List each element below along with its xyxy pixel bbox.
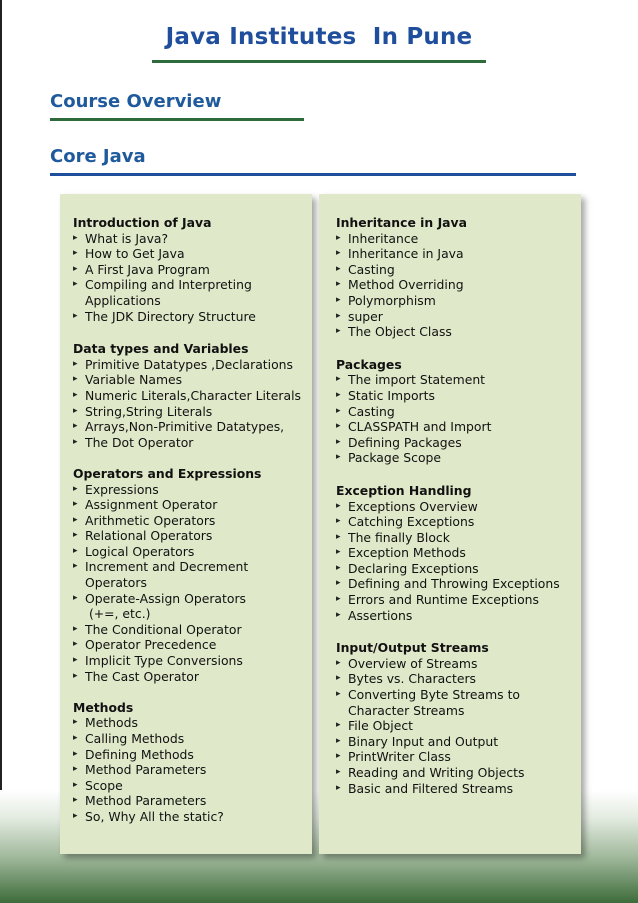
topic-group-exceptions [336,483,576,623]
topic-item: ▸ Methods [73,715,313,731]
topic-group-title: Operators and Expressions [73,465,262,481]
topic-item: ▸ Casting [336,404,576,420]
topic-item: ▸ Defining and Throwing Exceptions [336,576,576,592]
topic-group-io-streams [336,640,576,796]
topic-item: ▸ What is Java? [73,231,313,247]
course-overview-underline [50,118,304,121]
topic-item: ▸ Overview of Streams [336,656,576,672]
course-overview-heading: Course Overview [50,91,222,112]
core-java-underline [50,173,576,176]
topic-item: ▸ Variable Names [73,372,313,388]
topic-item: ▸ String,String Literals [73,404,313,420]
topic-item: ▸ Primitive Datatypes ,Declarations [73,357,313,373]
topic-item: ▸ Converting Byte Streams to Character Streams [336,687,576,718]
topic-item: ▸ Logical Operators [73,544,313,560]
topic-item: ▸ Binary Input and Output [336,734,576,750]
topic-item: ▸ The Object Class [336,324,576,340]
topic-item: ▸ super [336,309,576,325]
topic-item: ▸ CLASSPATH and Import [336,419,576,435]
topic-item: ▸ Arrays,Non-Primitive Datatypes, [73,419,313,435]
left-topic-column [73,215,313,825]
right-topic-column [336,215,576,796]
topic-item: ▸ Arithmetic Operators [73,513,313,529]
topic-item: ▸ Scope [73,778,313,794]
topic-group-title: Introduction of Java [73,215,212,230]
topic-group-datatypes [73,341,313,450]
topic-item: ▸ Relational Operators [73,528,313,544]
topic-item: ▸ The finally Block [336,530,576,546]
topic-item: ▸ Static Imports [336,388,576,404]
topic-item: ▸ Calling Methods [73,731,313,747]
topic-item: ▸ Package Scope [336,450,576,466]
topic-item: ▸ Expressions [73,482,313,498]
topic-item: ▸ Inheritance in Java [336,246,576,262]
topic-item: ▸ Bytes vs. Characters [336,671,576,687]
topic-item: ▸ The Cast Operator [73,669,313,685]
topic-item: ▸ Numeric Literals,Character Literals [73,388,313,404]
topic-item: ▸ Operator Precedence [73,637,313,653]
topic-item: ▸ Inheritance [336,231,576,247]
topic-group-title: Data types and Variables [73,341,249,357]
core-java-heading: Core Java [50,146,146,167]
topic-item: ▸ Catching Exceptions [336,514,576,530]
topic-group-title: Methods [73,699,134,715]
topic-item: ▸ How to Get Java [73,246,313,262]
topic-item: ▸ Reading and Writing Objects [336,765,576,781]
topic-item: ▸ Polymorphism [336,293,576,309]
title-underline [152,60,486,63]
topic-item: ▸ Exceptions Overview [336,499,576,515]
topic-group-title: Packages [336,356,402,372]
topic-item: ▸ Increment and Decrement Operators [73,559,313,590]
topic-item: ▸ Compiling and Interpreting Applications [73,277,313,308]
topic-item: ▸ Errors and Runtime Exceptions [336,592,576,608]
topic-group-inheritance [336,215,576,340]
topic-item: ▸ Implicit Type Conversions [73,653,313,669]
topic-item: ▸ Assertions [336,608,576,624]
topic-item: ▸ A First Java Program [73,262,313,278]
topic-item: ▸ Method Overriding [336,277,576,293]
topic-item: ▸ The Dot Operator [73,435,313,451]
topic-item: ▸ Method Parameters [73,793,313,809]
topic-item: ▸ Method Parameters [73,762,313,778]
topic-item: ▸ Declaring Exceptions [336,561,576,577]
topic-item: ▸ Casting [336,262,576,278]
topic-group-introduction [73,215,313,324]
topic-item: ▸ PrintWriter Class [336,749,576,765]
topic-item: ▸ Operate-Assign Operators (+=, etc.) [73,591,313,622]
topic-group-packages [336,357,576,466]
topic-item: ▸ The JDK Directory Structure [73,309,313,325]
topic-item: ▸ File Object [336,718,576,734]
topic-item: ▸ The import Statement [336,372,576,388]
topic-group-title: Inheritance in Java [336,215,467,230]
topic-group-operators [73,466,313,684]
topic-group-methods [73,700,313,825]
topic-group-title: Input/Output Streams [336,640,489,656]
topic-item: ▸ So, Why All the static? [73,809,313,825]
left-edge-rule [0,0,2,790]
topic-item: ▸ The Conditional Operator [73,622,313,638]
page-title: Java Institutes In Pune [165,24,473,50]
topic-item: ▸ Basic and Filtered Streams [336,781,576,797]
topic-item: ▸ Assignment Operator [73,497,313,513]
topic-group-title: Exception Handling [336,482,472,498]
topic-item: ▸ Defining Packages [336,435,576,451]
topic-item: ▸ Defining Methods [73,747,313,763]
topic-item: ▸ Exception Methods [336,545,576,561]
